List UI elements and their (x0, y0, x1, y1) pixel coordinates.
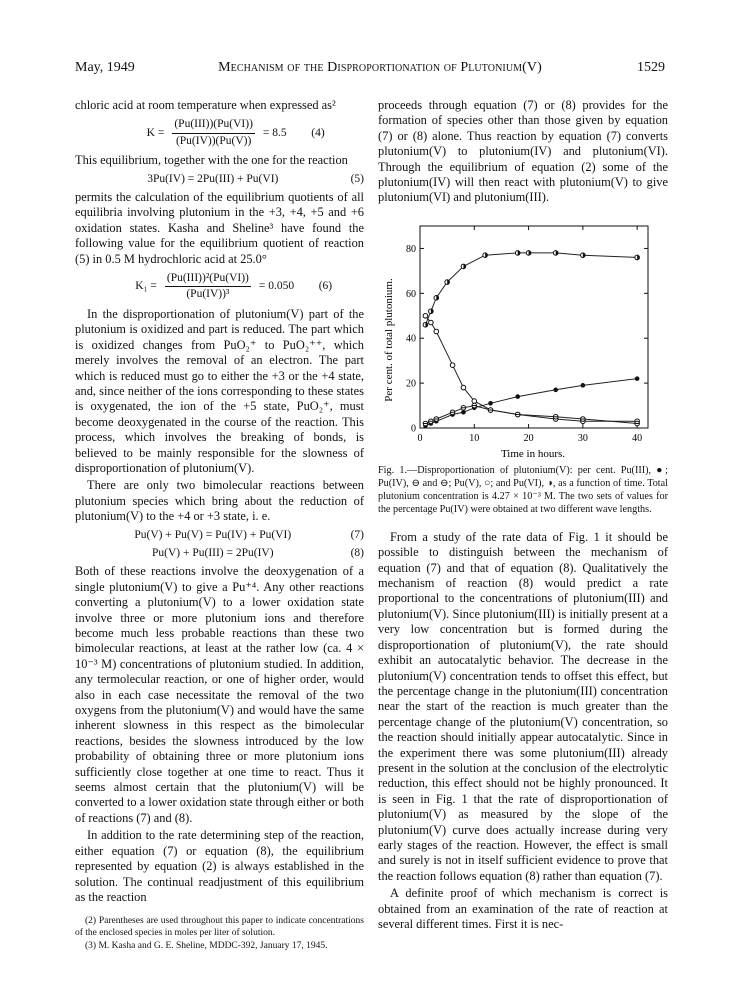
figure-1-chart (378, 220, 668, 460)
figure-1 (378, 220, 668, 460)
footnote-2: (2) Parentheses are used throughout this paper to indicate concentrations of the enclosed species in moles per liter of solution. (75, 916, 364, 939)
data-point (429, 309, 434, 314)
y-tick-label: 80 (406, 243, 416, 255)
data-point (461, 410, 466, 415)
paragraph: This equilibrium, together with the one for the reaction (75, 153, 348, 168)
y-axis-label: Per cent. of total plutonium. (383, 278, 395, 402)
figure-caption: Fig. 1.—Disproportionation of plutonium(V): per cent. Pu(III), ●; Pu(IV), ⊖ and ⊖; Pu(V), ○; and Pu(VI), ◑, as a function of time. Total plutonium concentration is 4.27 × 10⁻³ M. The two sets of values for the percentage Pu(IV) were obtained at two different wave lengths. (378, 464, 668, 515)
series-line-4 (425, 405, 637, 423)
data-point (515, 394, 520, 399)
equation-8: Pu(V) + Pu(III) = 2Pu(IV) (8) (152, 546, 364, 559)
series-line-3 (425, 378, 637, 425)
right-column (378, 98, 668, 934)
paragraph: permits the calculation of the equilibrium quotients of all equilibria involving plutonium in the +3, +4, +5 and +6 oxidation states. Kasha and Sheline³ have found the following value for the equilibrium quotient of reaction (5) in 0.5 M hydrochloric acid at 25.0° (75, 190, 364, 266)
equation-6: K₁ = $\frac{\text{(Pu(III))²(Pu(VI))}}{\text{(Pu(IV))³}}$ = 0.050 (6) (135, 272, 333, 301)
data-point (423, 313, 428, 318)
data-point (483, 253, 488, 258)
footnotes (75, 915, 364, 952)
data-point (488, 401, 493, 406)
data-point (553, 387, 558, 392)
data-point (472, 403, 477, 408)
paragraph: From a study of the rate data of Fig. 1 it should be possible to distinguish between the mechanism of equation (7) and that of equation (8). Qualitatively the mechanism of reaction (8) would predict a rate proportional to the concentrations of plutonium(III) and plutonium(V). Since plutonium(III) is initially present at a very low concentration but is formed during the disproportionation of plutonium(V), the rate should exhibit an autocatalytic behavior. The decrease in the plutonium(V) concentration tends to offset this effect, but the percentage change in the plutonium(III) concentration near the start of the reaction is much greater than the percentage change of the plutonium(V) concentration, so the reaction should initially appear autocatalytic. Since in the experiment there was some plutonium(III) already present in the solution at the conclusion of the electrolytic reduction, this effect should not be highly pronounced. It is seen in Fig. 1 that the rate of disproportionation of plutonium(V) as measured by the slope of the plutonium(V) curve does actually increase during very early stages of the reaction. However, the effect is small and surely is not in itself sufficient evidence to prove that the reaction follows equation (8) rather than equation (7). (378, 529, 668, 883)
paragraph: In addition to the rate determining step of the reaction, either equation (7) or equation (8), the equilibrium represented by equation (2) is always established in the solution. The continual readjustment of this equilibrium as the reaction (75, 828, 364, 904)
x-tick-label: 0 (417, 432, 423, 444)
data-point (488, 408, 493, 413)
y-tick-label: 40 (406, 333, 416, 345)
y-tick-label: 60 (406, 288, 416, 300)
data-point (450, 363, 455, 368)
series-line-2 (425, 253, 637, 325)
paragraph: In the disproportionation of plutonium(V) part of the plutonium is oxidized and part is reduced. The part which is oxidized changes from PuO₂⁺ to PuO₂⁺⁺, which merely involves the removal of an electron. The part which is reduced must go to either the +3 or the +4 state, and, since neither of the ions corresponding to these states is oxygenated, the ion of the +5 state, PuO₂⁺, must become deoxygenated in the course of the reaction. This process, which involves the breaking of bonds, is believed to be mainly responsible for the slowness of disproportionation of plutonium(V). (75, 306, 364, 475)
data-point (429, 419, 434, 424)
paragraph: proceeds through equation (7) or (8) provides for the formation of species other than those given by equation (7) or (8) alone. Thus reaction by equation (7) converts plutonium(V) to plutonium(IV) and plutonium(VI). Through the equilibrium of equation (2) some of the plutonium(IV) will then react with plutonium(V) to give plutonium(VI) and plutonium(III). (378, 98, 668, 205)
data-point (423, 322, 428, 327)
data-point (581, 253, 586, 258)
data-point (635, 376, 640, 381)
x-axis-label: Time in hours. (500, 447, 566, 460)
equation-5: 3Pu(IV) = 2Pu(III) + Pu(VI) (5) (147, 172, 364, 185)
data-point (445, 280, 450, 285)
paragraph: A definite proof of which mechanism is correct is obtained from an examination of the rate of reaction at several different times. First it is nec- (378, 886, 668, 931)
data-point (515, 412, 520, 417)
data-point (472, 399, 477, 404)
data-point (581, 383, 586, 388)
x-tick-label: 40 (632, 432, 643, 444)
data-point (429, 320, 434, 325)
data-point (450, 410, 455, 415)
data-point (434, 295, 439, 300)
data-point (526, 250, 531, 255)
data-point (461, 264, 466, 269)
page-number: 1529 (637, 60, 665, 75)
equation-7: Pu(V) + Pu(V) = Pu(IV) + Pu(VI) (7) (134, 528, 364, 541)
x-tick-label: 30 (577, 432, 588, 444)
data-point (581, 417, 586, 422)
paragraph: Both of these reactions involve the deoxygenation of a single plutonium(V) to give a Pu⁺⁴. Any other reactions converting a plutonium(V) to a lower oxidation state involve three or more plutonium ions and therefore become much less probable reactions than these two bimolecular reactions, at least at the rather low (ca. 4 × 10⁻³ M) concentrations of plutonium studied. In addition, any termolecular reaction, or one of higher order, would also in each case necessitate the removal of the two oxygens from the plutonium(V) and would have the same inherent slowness in this respect as the bimolecular reactions, besides the slowness introduced by the low probability of obtaining three or more plutonium ions sufficiently close together at one time to react. Thus it seems almost certain that the plutonium(V) will be converted to a lower oxidation state through either or both of reactions (7) and (8). (75, 564, 364, 825)
y-tick-label: 0 (411, 423, 416, 435)
running-header (75, 60, 665, 82)
paragraph: chloric acid at room temperature when expressed as² (75, 98, 336, 112)
series-line-1 (425, 316, 637, 422)
data-point (635, 421, 640, 426)
data-point (423, 421, 428, 426)
running-title: Mechanism of the Disproportionation of Plutonium(V) (218, 60, 542, 75)
equation-4: K = $\frac{\text{(Pu(III))(Pu(VI))}}{(Pu(IV))(Pu(V))}$ = 8.5 (4) (146, 118, 325, 147)
footnote-3: (3) M. Kasha and G. E. Sheline, MDDC-392, January 17, 1945. (85, 941, 328, 952)
y-tick-label: 20 (406, 378, 416, 390)
data-point (515, 250, 520, 255)
data-point (553, 250, 558, 255)
data-point (434, 329, 439, 334)
data-point (553, 414, 558, 419)
x-tick-label: 20 (523, 432, 534, 444)
data-point (434, 417, 439, 422)
data-point (461, 385, 466, 390)
data-point (461, 405, 466, 410)
left-column (75, 98, 364, 953)
paragraph: There are only two bimolecular reactions between plutonium species which bring about the reduction of plutonium(V) to the +4 or +3 state, i. e. (75, 478, 364, 524)
data-point (635, 255, 640, 260)
x-tick-label: 10 (469, 432, 480, 444)
issue-date: May, 1949 (75, 60, 135, 75)
